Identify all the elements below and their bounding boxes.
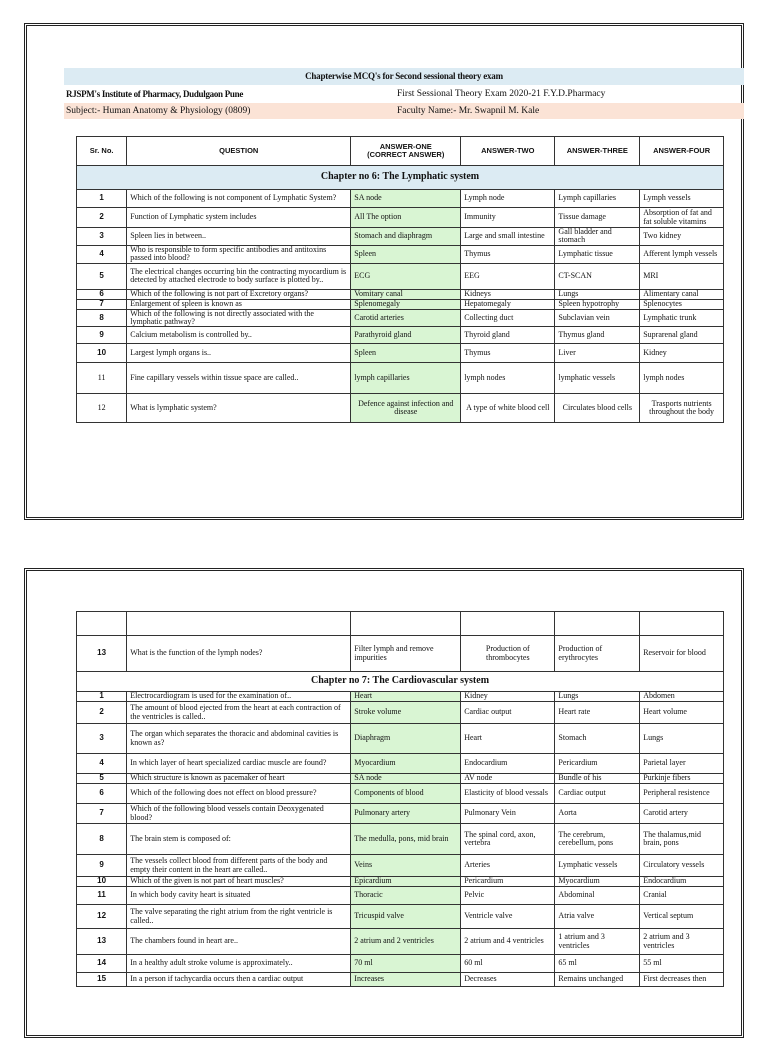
answer-four: Heart volume — [640, 702, 724, 724]
sr-no: 12 — [77, 905, 127, 929]
answer-one: Defence against infection and disease — [351, 394, 461, 423]
document-page-2 — [24, 568, 744, 1038]
answer-four: Afferent lymph vessels — [640, 245, 724, 263]
answer-three: Pericardium — [555, 754, 640, 774]
question-text: In which layer of heart specialized cardiac muscle are found? — [127, 754, 351, 774]
table-row — [77, 299, 724, 309]
sr-no: 7 — [77, 299, 127, 309]
answer-two: Kidney — [461, 692, 555, 702]
sr-no: 14 — [77, 955, 127, 973]
sr-no: 4 — [77, 754, 127, 774]
answer-three: Tissue damage — [555, 208, 640, 228]
answer-one: Thoracic — [351, 887, 461, 905]
answer-four: Kidney — [640, 344, 724, 363]
answer-three: Stomach — [555, 724, 640, 754]
sr-no: 15 — [77, 973, 127, 987]
table-row — [77, 774, 724, 784]
answer-one: Myocardium — [351, 754, 461, 774]
subject-row — [64, 103, 744, 119]
answer-one: Stomach and diaphragm — [351, 228, 461, 246]
table-row — [77, 190, 724, 208]
answer-one: Spleen — [351, 245, 461, 263]
answer-four: MRI — [640, 263, 724, 289]
sr-no: 5 — [77, 774, 127, 784]
answer-one: Veins — [351, 855, 461, 877]
table-row — [77, 887, 724, 905]
answer-four: Lymph vessels — [640, 190, 724, 208]
column-header: Sr. No. — [77, 137, 127, 166]
answer-two: The spinal cord, axon, vertebra — [461, 824, 555, 855]
question-text: The vessels collect blood from different parts of the body and empty their content in the heart are called.. — [127, 855, 351, 877]
sr-no: 2 — [77, 702, 127, 724]
answer-one: Tricuspid valve — [351, 905, 461, 929]
answer-three: Lymphatic tissue — [555, 245, 640, 263]
answer-three: Lungs — [555, 289, 640, 299]
sr-no: 8 — [77, 309, 127, 327]
answer-two: Thymus — [461, 344, 555, 363]
answer-one: lymph capillaries — [351, 363, 461, 394]
answer-one: Carotid arteries — [351, 309, 461, 327]
answer-four: Endocardium — [640, 877, 724, 887]
table-row — [77, 804, 724, 824]
table-row — [77, 955, 724, 973]
question-text: Spleen lies in between.. — [127, 228, 351, 246]
mcq-table-chapter-6 — [76, 136, 724, 423]
answer-two: Production of thrombocytes — [461, 636, 555, 672]
sr-no: 9 — [77, 327, 127, 344]
answer-three: Lymphatic vessels — [555, 855, 640, 877]
answer-four: Reservoir for blood — [640, 636, 724, 672]
answer-three: Abdominal — [555, 887, 640, 905]
answer-four: Lungs — [640, 724, 724, 754]
sr-no: 6 — [77, 784, 127, 804]
answer-four: 55 ml — [640, 955, 724, 973]
question-text: The brain stem is composed of: — [127, 824, 351, 855]
sr-no: 3 — [77, 228, 127, 246]
table-row — [77, 754, 724, 774]
table-row — [77, 724, 724, 754]
question-text: Which of the following is not directly associated with the lymphatic pathway? — [127, 309, 351, 327]
question-text: In a healthy adult stroke volume is approximately.. — [127, 955, 351, 973]
sr-no: 6 — [77, 289, 127, 299]
answer-one: Parathyroid gland — [351, 327, 461, 344]
table-row — [77, 929, 724, 955]
exam-name: First Sessional Theory Exam 2020-21 F.Y.D.Pharmacy — [397, 89, 606, 99]
table-row — [77, 636, 724, 672]
answer-two: Ventricle valve — [461, 905, 555, 929]
answer-one: Increases — [351, 973, 461, 987]
answer-two: AV node — [461, 774, 555, 784]
answer-four: 2 atrium and 3 ventricles — [640, 929, 724, 955]
answer-one: SA node — [351, 190, 461, 208]
answer-four: Carotid artery — [640, 804, 724, 824]
answer-two: 60 ml — [461, 955, 555, 973]
question-text: Which structure is known as pacemaker of heart — [127, 774, 351, 784]
answer-one: All The option — [351, 208, 461, 228]
answer-four: Trasports nutrients throughout the body — [640, 394, 724, 423]
answer-three: Gall bladder and stomach — [555, 228, 640, 246]
table-row — [77, 905, 724, 929]
question-text: Which of the following does not effect on blood pressure? — [127, 784, 351, 804]
table-row — [77, 692, 724, 702]
sr-no: 11 — [77, 887, 127, 905]
table-row — [77, 855, 724, 877]
answer-one: The medulla, pons, mid brain — [351, 824, 461, 855]
blank-row — [77, 612, 724, 636]
question-text: In which body cavity heart is situated — [127, 887, 351, 905]
institute-name: RJSPM's Institute of Pharmacy, Dudulgaon Pune — [66, 89, 244, 99]
sr-no: 7 — [77, 804, 127, 824]
answer-two: Pericardium — [461, 877, 555, 887]
sr-no: 3 — [77, 724, 127, 754]
answer-three: Thymus gland — [555, 327, 640, 344]
sr-no: 12 — [77, 394, 127, 423]
answer-two: Thymus — [461, 245, 555, 263]
subject-name: Subject:- Human Anatomy & Physiology (0809) — [66, 106, 251, 116]
answer-two: Hepatomegaly — [461, 299, 555, 309]
answer-two: Thyroid gland — [461, 327, 555, 344]
exam-title: Chapterwise MCQ's for Second sessional theory exam — [64, 68, 744, 85]
question-text: Which of the given is not part of heart muscles? — [127, 877, 351, 887]
answer-two: Lymph node — [461, 190, 555, 208]
answer-two: Cardiac output — [461, 702, 555, 724]
question-text: Fine capillary vessels within tissue space are called.. — [127, 363, 351, 394]
answer-one: Splenomegaly — [351, 299, 461, 309]
answer-four: Lymphatic trunk — [640, 309, 724, 327]
answer-one: Filter lymph and remove impurities — [351, 636, 461, 672]
answer-one: Heart — [351, 692, 461, 702]
question-text: What is lymphatic system? — [127, 394, 351, 423]
answer-three: Circulates blood cells — [555, 394, 640, 423]
answer-two: lymph nodes — [461, 363, 555, 394]
answer-one: 70 ml — [351, 955, 461, 973]
question-text: Which of the following blood vessels contain Deoxygenated blood? — [127, 804, 351, 824]
answer-three: 1 atrium and 3 ventricles — [555, 929, 640, 955]
table-row — [77, 263, 724, 289]
chapter-heading: Chapter no 6: The Lymphatic system — [77, 166, 724, 190]
answer-three: Lungs — [555, 692, 640, 702]
answer-two: Decreases — [461, 973, 555, 987]
answer-two: 2 atrium and 4 ventricles — [461, 929, 555, 955]
chapter-heading-row — [77, 672, 724, 692]
answer-three: Spleen hypotrophy — [555, 299, 640, 309]
document-page-1 — [24, 23, 744, 520]
question-text: Function of Lymphatic system includes — [127, 208, 351, 228]
answer-two: Large and small intestine — [461, 228, 555, 246]
answer-four: Suprarenal gland — [640, 327, 724, 344]
mcq-table-chapter-7 — [76, 611, 724, 987]
answer-one: Spleen — [351, 344, 461, 363]
column-header: QUESTION — [127, 137, 351, 166]
answer-two: EEG — [461, 263, 555, 289]
answer-three: CT-SCAN — [555, 263, 640, 289]
answer-three: Lymph capillaries — [555, 190, 640, 208]
faculty-name: Faculty Name:- Mr. Swapnil M. Kale — [397, 106, 540, 116]
sr-no: 1 — [77, 190, 127, 208]
answer-four: Parietal layer — [640, 754, 724, 774]
table-row — [77, 394, 724, 423]
answer-three: Cardiac output — [555, 784, 640, 804]
question-text: What is the function of the lymph nodes? — [127, 636, 351, 672]
answer-one: Components of blood — [351, 784, 461, 804]
answer-four: Absorption of fat and fat soluble vitamins — [640, 208, 724, 228]
question-text: In a person if tachycardia occurs then a cardiac output — [127, 973, 351, 987]
answer-four: Circulatory vessels — [640, 855, 724, 877]
answer-one: Diaphragm — [351, 724, 461, 754]
sr-no: 13 — [77, 636, 127, 672]
sr-no: 8 — [77, 824, 127, 855]
answer-two: Heart — [461, 724, 555, 754]
answer-four: First decreases then — [640, 973, 724, 987]
answer-two: Arteries — [461, 855, 555, 877]
table-row — [77, 784, 724, 804]
answer-three: Liver — [555, 344, 640, 363]
answer-one: Vomitary canal — [351, 289, 461, 299]
table-row — [77, 344, 724, 363]
sr-no: 11 — [77, 363, 127, 394]
answer-one: Pulmonary artery — [351, 804, 461, 824]
answer-four: Alimentary canal — [640, 289, 724, 299]
question-text: The valve separating the right atrium from the right ventricle is called.. — [127, 905, 351, 929]
sr-no: 13 — [77, 929, 127, 955]
question-text: Calcium metabolism is controlled by.. — [127, 327, 351, 344]
question-text: Electrocardiogram is used for the examination of.. — [127, 692, 351, 702]
column-header: ANSWER-ONE (CORRECT ANSWER) — [351, 137, 461, 166]
table-row — [77, 363, 724, 394]
answer-two: Pelvic — [461, 887, 555, 905]
answer-three: Heart rate — [555, 702, 640, 724]
question-text: The chambers found in heart are.. — [127, 929, 351, 955]
answer-two: A type of white blood cell — [461, 394, 555, 423]
table-header-row — [77, 137, 724, 166]
table-row — [77, 289, 724, 299]
table-row — [77, 824, 724, 855]
answer-two: Immunity — [461, 208, 555, 228]
answer-three: Remains unchanged — [555, 973, 640, 987]
answer-one: ECG — [351, 263, 461, 289]
answer-four: Vertical septum — [640, 905, 724, 929]
answer-one: Epicardium — [351, 877, 461, 887]
answer-four: The thalamus,mid brain, pons — [640, 824, 724, 855]
chapter-heading: Chapter no 7: The Cardiovascular system — [77, 672, 724, 692]
table-row — [77, 973, 724, 987]
column-header: ANSWER-FOUR — [640, 137, 724, 166]
answer-two: Collecting duct — [461, 309, 555, 327]
answer-four: Splenocytes — [640, 299, 724, 309]
table-row — [77, 228, 724, 246]
table-row — [77, 327, 724, 344]
table-row — [77, 309, 724, 327]
table-row — [77, 877, 724, 887]
table-row — [77, 245, 724, 263]
sr-no: 1 — [77, 692, 127, 702]
column-header: ANSWER-TWO — [461, 137, 555, 166]
answer-four: lymph nodes — [640, 363, 724, 394]
question-text: Largest lymph organs is.. — [127, 344, 351, 363]
answer-three: 65 ml — [555, 955, 640, 973]
answer-two: Endocardium — [461, 754, 555, 774]
sr-no: 2 — [77, 208, 127, 228]
question-text: The organ which separates the thoracic and abdominal cavities is known as? — [127, 724, 351, 754]
question-text: Enlargement of spleen is known as — [127, 299, 351, 309]
answer-four: Peripheral resistence — [640, 784, 724, 804]
answer-two: Pulmonary Vein — [461, 804, 555, 824]
answer-four: Abdomen — [640, 692, 724, 702]
sr-no: 5 — [77, 263, 127, 289]
answer-four: Cranial — [640, 887, 724, 905]
institute-row — [64, 86, 744, 102]
answer-two: Kidneys — [461, 289, 555, 299]
answer-three: lymphatic vessels — [555, 363, 640, 394]
chapter-heading-row — [77, 166, 724, 190]
sr-no: 10 — [77, 877, 127, 887]
answer-two: Elasticity of blood vessals — [461, 784, 555, 804]
answer-four: Two kidney — [640, 228, 724, 246]
question-text: The amount of blood ejected from the heart at each contraction of the ventricles is called.. — [127, 702, 351, 724]
sr-no: 9 — [77, 855, 127, 877]
answer-one: 2 atrium and 2 ventricles — [351, 929, 461, 955]
sr-no: 4 — [77, 245, 127, 263]
answer-one: Stroke volume — [351, 702, 461, 724]
question-text: Which of the following is not part of Excretory organs? — [127, 289, 351, 299]
table-row — [77, 208, 724, 228]
table-row — [77, 702, 724, 724]
answer-three: Production of erythrocytes — [555, 636, 640, 672]
question-text: The electrical changes occurring bin the contracting myocardium is detected by attached electrode to body surface is plotted by.. — [127, 263, 351, 289]
answer-three: The cerebrum, cerebellum, pons — [555, 824, 640, 855]
answer-three: Myocardium — [555, 877, 640, 887]
answer-four: Purkinje fibers — [640, 774, 724, 784]
question-text: Who is responsible to form specific antibodies and antitoxins passed into blood? — [127, 245, 351, 263]
answer-three: Aorta — [555, 804, 640, 824]
answer-three: Bundle of his — [555, 774, 640, 784]
column-header: ANSWER-THREE — [555, 137, 640, 166]
question-text: Which of the following is not component of Lymphatic System? — [127, 190, 351, 208]
answer-three: Subclavian vein — [555, 309, 640, 327]
answer-three: Atria valve — [555, 905, 640, 929]
answer-one: SA node — [351, 774, 461, 784]
sr-no: 10 — [77, 344, 127, 363]
